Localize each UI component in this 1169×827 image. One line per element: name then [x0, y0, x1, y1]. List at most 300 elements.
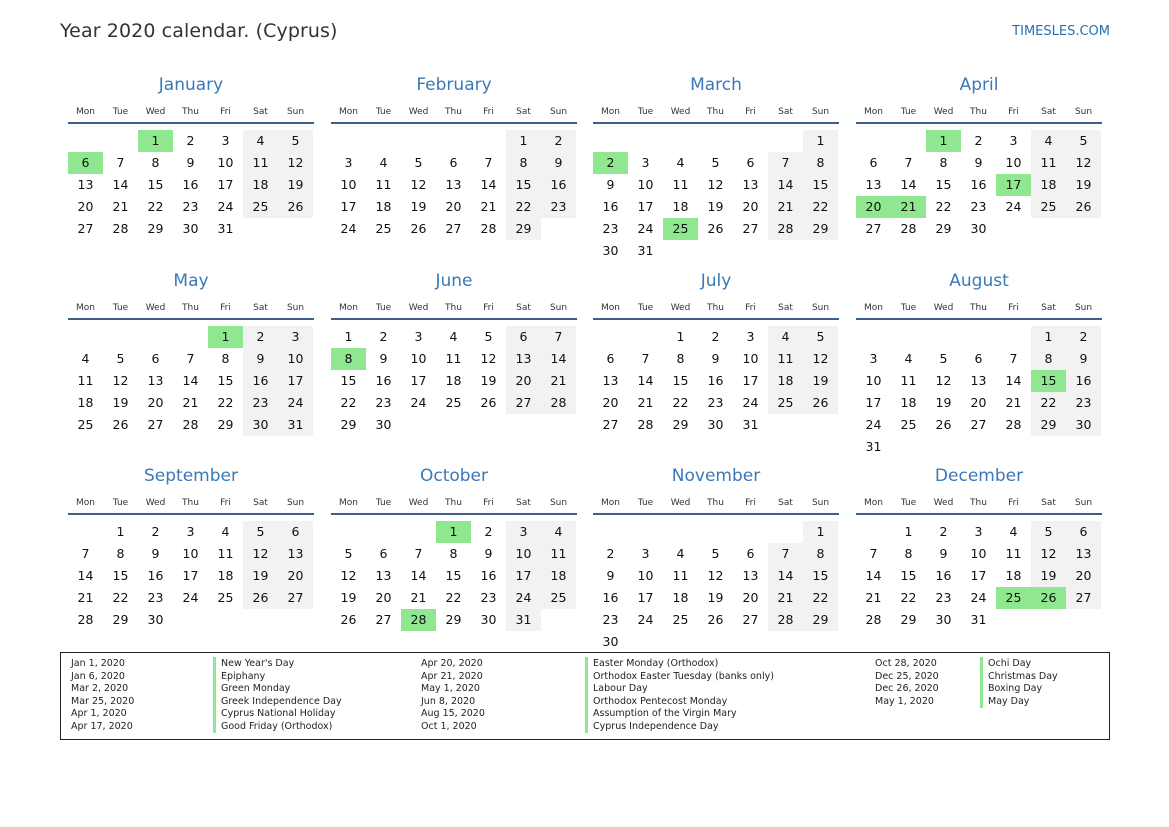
day-cell[interactable]: 15	[340, 373, 357, 388]
day-cell[interactable]: 6	[519, 329, 528, 344]
day-cell[interactable]: 7	[414, 546, 423, 561]
day-cell[interactable]: 25	[77, 417, 94, 432]
day-cell[interactable]: 6	[746, 546, 755, 561]
holiday-day-cell[interactable]: 25	[996, 587, 1031, 609]
day-cell[interactable]: 9	[606, 568, 615, 583]
day-cell[interactable]: 25	[900, 417, 917, 432]
day-cell[interactable]: 10	[865, 373, 882, 388]
day-cell[interactable]: 14	[637, 373, 654, 388]
day-cell[interactable]: 23	[252, 395, 269, 410]
day-cell[interactable]: 27	[742, 612, 759, 627]
day-cell[interactable]: 23	[375, 395, 392, 410]
day-cell[interactable]: 6	[606, 351, 615, 366]
day-cell[interactable]: 4	[221, 524, 230, 539]
day-cell[interactable]: 28	[865, 612, 882, 627]
day-cell[interactable]: 17	[637, 199, 654, 214]
day-cell[interactable]: 28	[777, 612, 794, 627]
day-cell[interactable]: 15	[445, 568, 462, 583]
day-cell[interactable]: 7	[781, 155, 790, 170]
day-cell[interactable]: 16	[1075, 373, 1092, 388]
day-cell[interactable]: 17	[182, 568, 199, 583]
day-cell[interactable]: 1	[816, 524, 825, 539]
day-cell[interactable]: 12	[340, 568, 357, 583]
day-cell[interactable]: 16	[182, 177, 199, 192]
day-cell[interactable]: 5	[116, 351, 125, 366]
day-cell[interactable]: 21	[77, 590, 94, 605]
day-cell[interactable]: 10	[742, 351, 759, 366]
day-cell[interactable]: 15	[147, 177, 164, 192]
day-cell[interactable]: 11	[375, 177, 392, 192]
day-cell[interactable]: 27	[147, 417, 164, 432]
day-cell[interactable]: 28	[637, 417, 654, 432]
day-cell[interactable]: 26	[707, 221, 724, 236]
day-cell[interactable]: 25	[375, 221, 392, 236]
day-cell[interactable]: 10	[637, 568, 654, 583]
day-cell[interactable]: 4	[904, 351, 913, 366]
day-cell[interactable]: 20	[1075, 568, 1092, 583]
day-cell[interactable]: 29	[900, 612, 917, 627]
day-cell[interactable]: 22	[812, 590, 829, 605]
day-cell[interactable]: 16	[707, 373, 724, 388]
day-cell[interactable]: 11	[777, 351, 794, 366]
day-cell[interactable]: 23	[970, 199, 987, 214]
day-cell[interactable]: 19	[480, 373, 497, 388]
day-cell[interactable]: 8	[816, 546, 825, 561]
holiday-day-cell[interactable]: 17	[996, 174, 1031, 196]
day-cell[interactable]: 24	[182, 590, 199, 605]
day-cell[interactable]: 2	[256, 329, 265, 344]
day-cell[interactable]: 24	[742, 395, 759, 410]
day-cell[interactable]: 12	[480, 351, 497, 366]
day-cell[interactable]: 21	[480, 199, 497, 214]
day-cell[interactable]: 16	[147, 568, 164, 583]
day-cell[interactable]: 3	[414, 329, 423, 344]
day-cell[interactable]: 12	[410, 177, 427, 192]
day-cell[interactable]: 17	[637, 590, 654, 605]
day-cell[interactable]: 25	[1040, 199, 1057, 214]
day-cell[interactable]: 19	[252, 568, 269, 583]
day-cell[interactable]: 23	[935, 590, 952, 605]
day-cell[interactable]: 25	[550, 590, 567, 605]
day-cell[interactable]: 29	[445, 612, 462, 627]
day-cell[interactable]: 19	[112, 395, 129, 410]
day-cell[interactable]: 13	[147, 373, 164, 388]
day-cell[interactable]: 16	[602, 199, 619, 214]
day-cell[interactable]: 7	[641, 351, 650, 366]
day-cell[interactable]: 27	[865, 221, 882, 236]
day-cell[interactable]: 7	[554, 329, 563, 344]
day-cell[interactable]: 4	[1009, 524, 1018, 539]
day-cell[interactable]: 3	[344, 155, 353, 170]
day-cell[interactable]: 30	[147, 612, 164, 627]
day-cell[interactable]: 4	[81, 351, 90, 366]
day-cell[interactable]: 21	[637, 395, 654, 410]
holiday-day-cell[interactable]: 20	[856, 196, 891, 218]
day-cell[interactable]: 21	[112, 199, 129, 214]
day-cell[interactable]: 20	[602, 395, 619, 410]
day-cell[interactable]: 5	[816, 329, 825, 344]
day-cell[interactable]: 2	[974, 133, 983, 148]
day-cell[interactable]: 3	[186, 524, 195, 539]
day-cell[interactable]: 5	[939, 351, 948, 366]
day-cell[interactable]: 28	[77, 612, 94, 627]
day-cell[interactable]: 27	[515, 395, 532, 410]
day-cell[interactable]: 9	[151, 546, 160, 561]
day-cell[interactable]: 26	[480, 395, 497, 410]
day-cell[interactable]: 29	[812, 612, 829, 627]
day-cell[interactable]: 26	[252, 590, 269, 605]
day-cell[interactable]: 4	[676, 155, 685, 170]
day-cell[interactable]: 19	[1040, 568, 1057, 583]
day-cell[interactable]: 7	[81, 546, 90, 561]
day-cell[interactable]: 8	[676, 351, 685, 366]
day-cell[interactable]: 10	[182, 546, 199, 561]
day-cell[interactable]: 27	[375, 612, 392, 627]
day-cell[interactable]: 10	[515, 546, 532, 561]
day-cell[interactable]: 30	[707, 417, 724, 432]
day-cell[interactable]: 26	[410, 221, 427, 236]
day-cell[interactable]: 11	[445, 351, 462, 366]
day-cell[interactable]: 31	[287, 417, 304, 432]
day-cell[interactable]: 14	[410, 568, 427, 583]
day-cell[interactable]: 15	[217, 373, 234, 388]
day-cell[interactable]: 11	[672, 177, 689, 192]
day-cell[interactable]: 28	[112, 221, 129, 236]
day-cell[interactable]: 23	[707, 395, 724, 410]
day-cell[interactable]: 14	[480, 177, 497, 192]
day-cell[interactable]: 24	[865, 417, 882, 432]
day-cell[interactable]: 18	[672, 199, 689, 214]
day-cell[interactable]: 26	[1075, 199, 1092, 214]
day-cell[interactable]: 4	[379, 155, 388, 170]
holiday-day-cell[interactable]: 1	[926, 130, 961, 152]
day-cell[interactable]: 23	[602, 221, 619, 236]
day-cell[interactable]: 10	[970, 546, 987, 561]
day-cell[interactable]: 9	[606, 177, 615, 192]
day-cell[interactable]: 21	[777, 590, 794, 605]
day-cell[interactable]: 29	[340, 417, 357, 432]
day-cell[interactable]: 2	[939, 524, 948, 539]
day-cell[interactable]: 14	[777, 568, 794, 583]
day-cell[interactable]: 9	[379, 351, 388, 366]
day-cell[interactable]: 17	[970, 568, 987, 583]
day-cell[interactable]: 6	[449, 155, 458, 170]
day-cell[interactable]: 4	[676, 546, 685, 561]
day-cell[interactable]: 21	[777, 199, 794, 214]
day-cell[interactable]: 24	[217, 199, 234, 214]
day-cell[interactable]: 5	[1044, 524, 1053, 539]
day-cell[interactable]: 9	[256, 351, 265, 366]
day-cell[interactable]: 1	[816, 133, 825, 148]
day-cell[interactable]: 11	[672, 568, 689, 583]
day-cell[interactable]: 22	[147, 199, 164, 214]
day-cell[interactable]: 2	[484, 524, 493, 539]
day-cell[interactable]: 18	[445, 373, 462, 388]
day-cell[interactable]: 30	[602, 634, 619, 649]
day-cell[interactable]: 3	[519, 524, 528, 539]
day-cell[interactable]: 22	[935, 199, 952, 214]
day-cell[interactable]: 30	[480, 612, 497, 627]
day-cell[interactable]: 31	[217, 221, 234, 236]
day-cell[interactable]: 28	[182, 417, 199, 432]
day-cell[interactable]: 21	[550, 373, 567, 388]
day-cell[interactable]: 7	[1009, 351, 1018, 366]
day-cell[interactable]: 24	[1005, 199, 1022, 214]
day-cell[interactable]: 9	[484, 546, 493, 561]
day-cell[interactable]: 1	[1044, 329, 1053, 344]
day-cell[interactable]: 21	[1005, 395, 1022, 410]
day-cell[interactable]: 30	[602, 243, 619, 258]
day-cell[interactable]: 2	[151, 524, 160, 539]
day-cell[interactable]: 18	[777, 373, 794, 388]
day-cell[interactable]: 24	[340, 221, 357, 236]
day-cell[interactable]: 30	[970, 221, 987, 236]
day-cell[interactable]: 3	[221, 133, 230, 148]
day-cell[interactable]: 16	[375, 373, 392, 388]
day-cell[interactable]: 16	[480, 568, 497, 583]
day-cell[interactable]: 11	[550, 546, 567, 561]
day-cell[interactable]: 23	[602, 612, 619, 627]
day-cell[interactable]: 28	[1005, 417, 1022, 432]
day-cell[interactable]: 11	[1005, 546, 1022, 561]
day-cell[interactable]: 30	[375, 417, 392, 432]
day-cell[interactable]: 28	[550, 395, 567, 410]
day-cell[interactable]: 29	[112, 612, 129, 627]
day-cell[interactable]: 1	[904, 524, 913, 539]
day-cell[interactable]: 14	[777, 177, 794, 192]
day-cell[interactable]: 6	[746, 155, 755, 170]
day-cell[interactable]: 4	[256, 133, 265, 148]
day-cell[interactable]: 19	[707, 199, 724, 214]
day-cell[interactable]: 12	[812, 351, 829, 366]
day-cell[interactable]: 22	[112, 590, 129, 605]
day-cell[interactable]: 11	[217, 546, 234, 561]
day-cell[interactable]: 20	[445, 199, 462, 214]
day-cell[interactable]: 12	[707, 568, 724, 583]
day-cell[interactable]: 11	[252, 155, 269, 170]
day-cell[interactable]: 6	[151, 351, 160, 366]
day-cell[interactable]: 24	[515, 590, 532, 605]
day-cell[interactable]: 9	[974, 155, 983, 170]
day-cell[interactable]: 6	[974, 351, 983, 366]
day-cell[interactable]: 22	[812, 199, 829, 214]
day-cell[interactable]: 28	[900, 221, 917, 236]
day-cell[interactable]: 10	[217, 155, 234, 170]
day-cell[interactable]: 11	[1040, 155, 1057, 170]
day-cell[interactable]: 17	[742, 373, 759, 388]
day-cell[interactable]: 3	[746, 329, 755, 344]
day-cell[interactable]: 9	[939, 546, 948, 561]
day-cell[interactable]: 24	[637, 221, 654, 236]
day-cell[interactable]: 30	[182, 221, 199, 236]
day-cell[interactable]: 25	[217, 590, 234, 605]
day-cell[interactable]: 12	[252, 546, 269, 561]
day-cell[interactable]: 23	[1075, 395, 1092, 410]
day-cell[interactable]: 3	[291, 329, 300, 344]
day-cell[interactable]: 3	[641, 546, 650, 561]
day-cell[interactable]: 26	[707, 612, 724, 627]
day-cell[interactable]: 13	[865, 177, 882, 192]
day-cell[interactable]: 10	[340, 177, 357, 192]
day-cell[interactable]: 1	[116, 524, 125, 539]
day-cell[interactable]: 24	[410, 395, 427, 410]
day-cell[interactable]: 7	[904, 155, 913, 170]
day-cell[interactable]: 19	[410, 199, 427, 214]
day-cell[interactable]: 27	[287, 590, 304, 605]
day-cell[interactable]: 18	[672, 590, 689, 605]
day-cell[interactable]: 2	[711, 329, 720, 344]
day-cell[interactable]: 25	[672, 612, 689, 627]
day-cell[interactable]: 26	[112, 417, 129, 432]
holiday-day-cell[interactable]: 25	[663, 218, 698, 240]
day-cell[interactable]: 7	[484, 155, 493, 170]
day-cell[interactable]: 18	[1005, 568, 1022, 583]
holiday-day-cell[interactable]: 1	[436, 521, 471, 543]
day-cell[interactable]: 13	[970, 373, 987, 388]
day-cell[interactable]: 27	[1075, 590, 1092, 605]
day-cell[interactable]: 13	[375, 568, 392, 583]
day-cell[interactable]: 9	[554, 155, 563, 170]
day-cell[interactable]: 12	[1075, 155, 1092, 170]
day-cell[interactable]: 19	[1075, 177, 1092, 192]
day-cell[interactable]: 14	[865, 568, 882, 583]
day-cell[interactable]: 18	[375, 199, 392, 214]
day-cell[interactable]: 19	[340, 590, 357, 605]
day-cell[interactable]: 25	[445, 395, 462, 410]
day-cell[interactable]: 24	[287, 395, 304, 410]
day-cell[interactable]: 20	[970, 395, 987, 410]
day-cell[interactable]: 18	[900, 395, 917, 410]
day-cell[interactable]: 17	[410, 373, 427, 388]
day-cell[interactable]: 8	[904, 546, 913, 561]
holiday-day-cell[interactable]: 6	[68, 152, 103, 174]
day-cell[interactable]: 3	[869, 351, 878, 366]
day-cell[interactable]: 8	[221, 351, 230, 366]
day-cell[interactable]: 6	[869, 155, 878, 170]
day-cell[interactable]: 14	[182, 373, 199, 388]
day-cell[interactable]: 3	[641, 155, 650, 170]
day-cell[interactable]: 11	[77, 373, 94, 388]
day-cell[interactable]: 1	[344, 329, 353, 344]
day-cell[interactable]: 17	[217, 177, 234, 192]
day-cell[interactable]: 31	[865, 439, 882, 454]
day-cell[interactable]: 17	[515, 568, 532, 583]
day-cell[interactable]: 30	[252, 417, 269, 432]
day-cell[interactable]: 13	[515, 351, 532, 366]
day-cell[interactable]: 20	[742, 199, 759, 214]
day-cell[interactable]: 8	[519, 155, 528, 170]
day-cell[interactable]: 29	[217, 417, 234, 432]
day-cell[interactable]: 27	[77, 221, 94, 236]
day-cell[interactable]: 13	[287, 546, 304, 561]
day-cell[interactable]: 9	[1079, 351, 1088, 366]
day-cell[interactable]: 10	[287, 351, 304, 366]
day-cell[interactable]: 22	[515, 199, 532, 214]
day-cell[interactable]: 5	[344, 546, 353, 561]
day-cell[interactable]: 29	[1040, 417, 1057, 432]
holiday-day-cell[interactable]: 8	[331, 348, 366, 370]
day-cell[interactable]: 20	[515, 373, 532, 388]
day-cell[interactable]: 24	[637, 612, 654, 627]
day-cell[interactable]: 2	[554, 133, 563, 148]
day-cell[interactable]: 23	[147, 590, 164, 605]
day-cell[interactable]: 16	[252, 373, 269, 388]
day-cell[interactable]: 19	[707, 590, 724, 605]
day-cell[interactable]: 4	[1044, 133, 1053, 148]
day-cell[interactable]: 19	[812, 373, 829, 388]
day-cell[interactable]: 8	[816, 155, 825, 170]
day-cell[interactable]: 5	[484, 329, 493, 344]
day-cell[interactable]: 22	[1040, 395, 1057, 410]
day-cell[interactable]: 29	[515, 221, 532, 236]
day-cell[interactable]: 5	[711, 155, 720, 170]
holiday-day-cell[interactable]: 15	[1031, 370, 1066, 392]
day-cell[interactable]: 7	[781, 546, 790, 561]
day-cell[interactable]: 27	[445, 221, 462, 236]
day-cell[interactable]: 18	[550, 568, 567, 583]
day-cell[interactable]: 15	[672, 373, 689, 388]
day-cell[interactable]: 12	[935, 373, 952, 388]
day-cell[interactable]: 9	[711, 351, 720, 366]
day-cell[interactable]: 9	[186, 155, 195, 170]
day-cell[interactable]: 13	[1075, 546, 1092, 561]
day-cell[interactable]: 13	[77, 177, 94, 192]
day-cell[interactable]: 4	[449, 329, 458, 344]
day-cell[interactable]: 6	[379, 546, 388, 561]
day-cell[interactable]: 15	[112, 568, 129, 583]
day-cell[interactable]: 13	[445, 177, 462, 192]
day-cell[interactable]: 14	[900, 177, 917, 192]
day-cell[interactable]: 12	[1040, 546, 1057, 561]
day-cell[interactable]: 16	[935, 568, 952, 583]
day-cell[interactable]: 17	[865, 395, 882, 410]
day-cell[interactable]: 2	[1079, 329, 1088, 344]
day-cell[interactable]: 3	[1009, 133, 1018, 148]
holiday-day-cell[interactable]: 26	[1031, 587, 1066, 609]
day-cell[interactable]: 29	[812, 221, 829, 236]
day-cell[interactable]: 21	[410, 590, 427, 605]
day-cell[interactable]: 28	[480, 221, 497, 236]
day-cell[interactable]: 21	[865, 590, 882, 605]
day-cell[interactable]: 22	[672, 395, 689, 410]
day-cell[interactable]: 10	[637, 177, 654, 192]
day-cell[interactable]: 14	[550, 351, 567, 366]
day-cell[interactable]: 14	[77, 568, 94, 583]
day-cell[interactable]: 22	[445, 590, 462, 605]
day-cell[interactable]: 24	[970, 590, 987, 605]
day-cell[interactable]: 5	[1079, 133, 1088, 148]
day-cell[interactable]: 11	[900, 373, 917, 388]
day-cell[interactable]: 22	[217, 395, 234, 410]
day-cell[interactable]: 10	[410, 351, 427, 366]
day-cell[interactable]: 30	[935, 612, 952, 627]
day-cell[interactable]: 20	[375, 590, 392, 605]
day-cell[interactable]: 13	[742, 177, 759, 192]
day-cell[interactable]: 15	[515, 177, 532, 192]
day-cell[interactable]: 4	[554, 524, 563, 539]
day-cell[interactable]: 8	[1044, 351, 1053, 366]
holiday-day-cell[interactable]: 1	[208, 326, 243, 348]
day-cell[interactable]: 29	[672, 417, 689, 432]
day-cell[interactable]: 2	[606, 546, 615, 561]
day-cell[interactable]: 15	[900, 568, 917, 583]
day-cell[interactable]: 5	[711, 546, 720, 561]
day-cell[interactable]: 21	[182, 395, 199, 410]
holiday-day-cell[interactable]: 1	[138, 130, 173, 152]
day-cell[interactable]: 12	[112, 373, 129, 388]
day-cell[interactable]: 31	[637, 243, 654, 258]
holiday-day-cell[interactable]: 28	[401, 609, 436, 631]
